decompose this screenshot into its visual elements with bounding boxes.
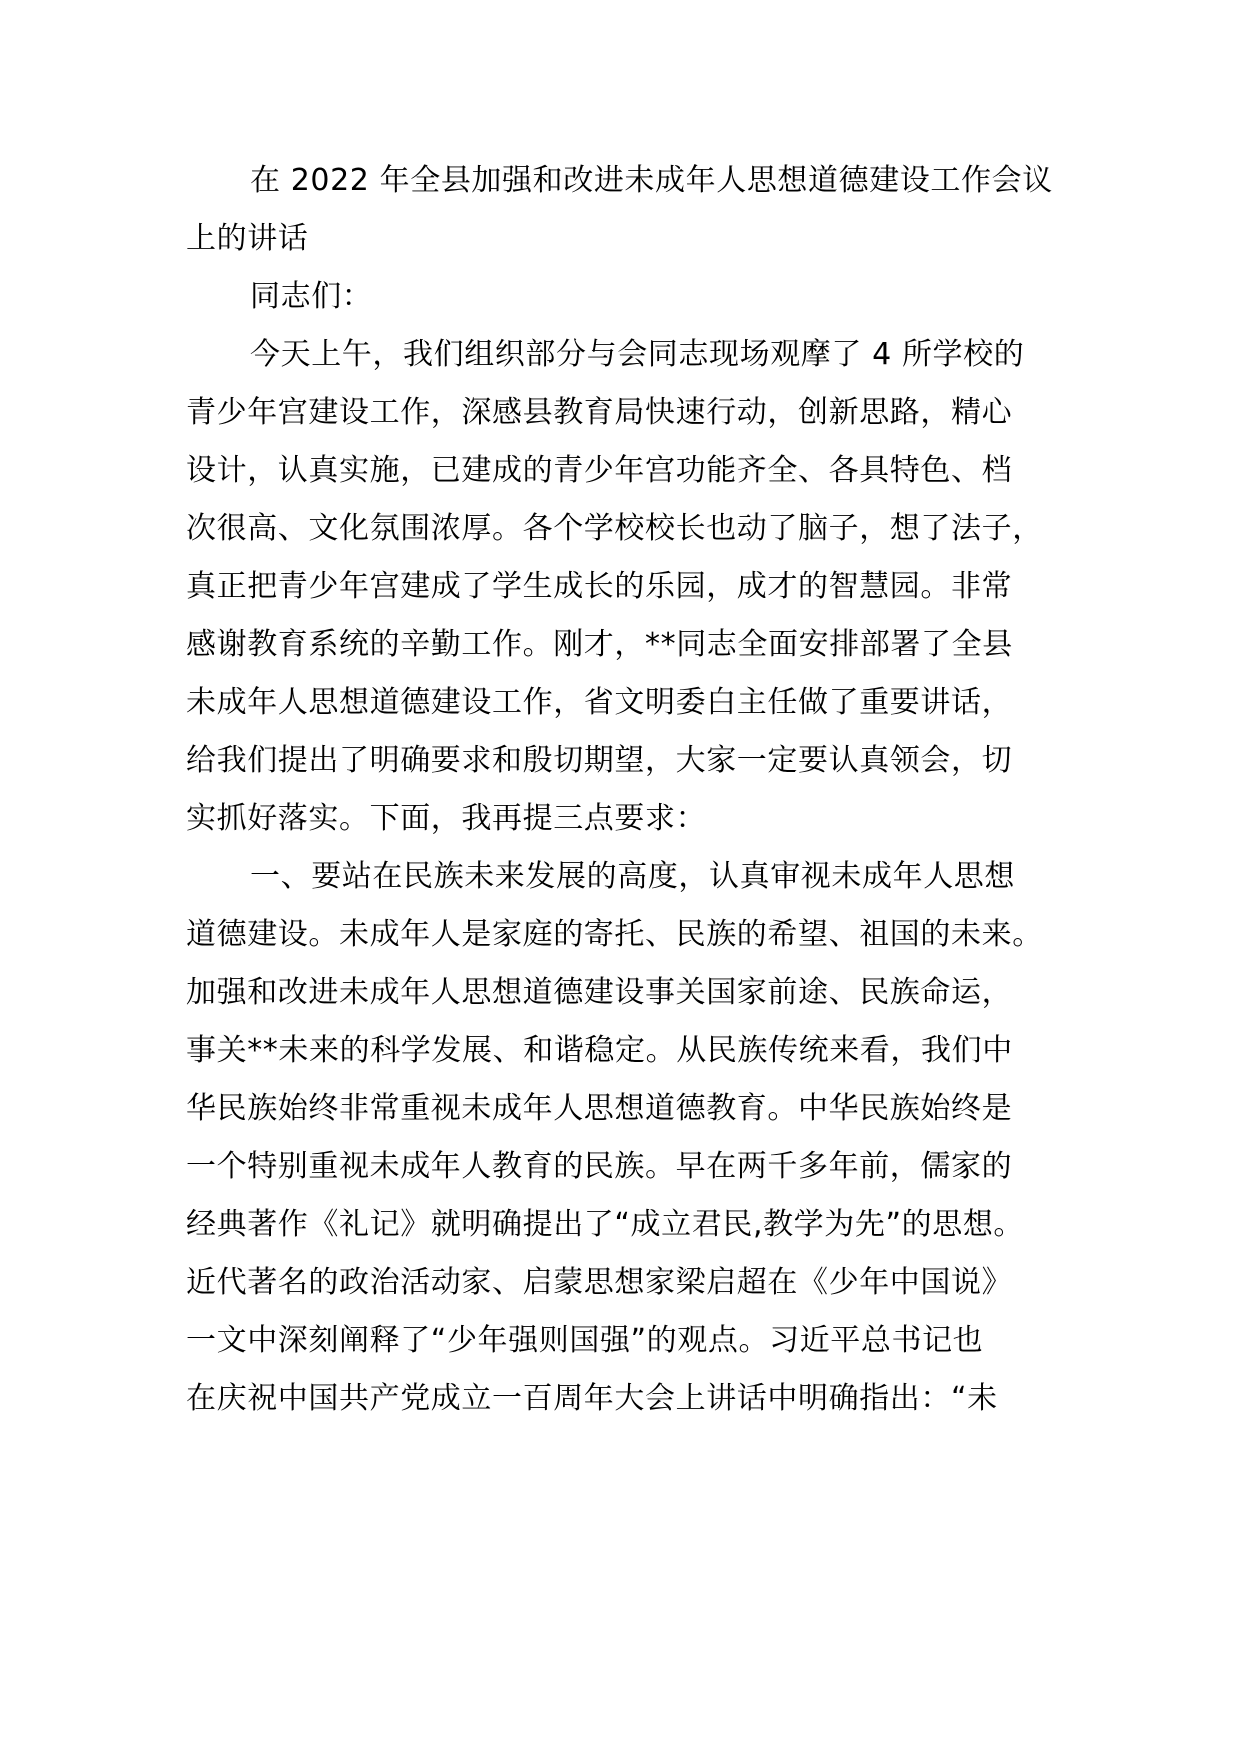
paragraph2-line-8: 近代著名的政治活动家、启蒙思想家梁启超在《少年中国说》 [186, 1265, 1013, 1300]
paragraph1-line-5: 真正把青少年宫建成了学生成长的乐园，成才的智慧园。非常 [186, 569, 1013, 604]
paragraph2-line-10: 在庆祝中国共产党成立一百周年大会上讲话中明确指出：“未 [186, 1381, 998, 1416]
paragraph2-line-3: 加强和改进未成年人思想道德建设事关国家前途、民族命运， [186, 975, 1013, 1010]
paragraph2-line-1: 一、要站在民族未来发展的高度，认真审视未成年人思想 [250, 859, 1015, 894]
paragraph2-line-4: 事关**未来的科学发展、和谐稳定。从民族传统来看，我们中 [186, 1033, 1013, 1068]
paragraph1-line-4: 次很高、文化氛围浓厚。各个学校校长也动了脑子，想了法子， [186, 511, 1043, 546]
paragraph2-line-5: 华民族始终非常重视未成年人思想道德教育。中华民族始终是 [186, 1091, 1013, 1126]
title-line-2: 上的讲话 [186, 221, 309, 256]
paragraph2-line-7: 经典著作《礼记》就明确提出了“成立君民,教学为先”的思想。 [186, 1207, 1025, 1242]
paragraph1-line-8: 给我们提出了明确要求和殷切期望，大家一定要认真领会，切 [186, 743, 1013, 778]
paragraph1-line-2: 青少年宫建设工作，深感县教育局快速行动，创新思路，精心 [186, 395, 1013, 430]
paragraph2-line-9: 一文中深刻阐释了“少年强则国强”的观点。习近平总书记也 [186, 1323, 984, 1358]
paragraph1-line-1: 今天上午，我们组织部分与会同志现场观摩了 4 所学校的 [250, 337, 1025, 372]
paragraph1-line-6: 感谢教育系统的辛勤工作。刚才，**同志全面安排部署了全县 [186, 627, 1013, 662]
greeting: 同志们： [250, 279, 373, 314]
title-line-1: 在 2022 年全县加强和改进未成年人思想道德建设工作会议 [250, 163, 1053, 198]
paragraph2-line-2: 道德建设。未成年人是家庭的寄托、民族的希望、祖国的未来。 [186, 917, 1043, 952]
paragraph1-line-9: 实抓好落实。下面，我再提三点要求： [186, 801, 707, 836]
paragraph2-line-6: 一个特别重视未成年人教育的民族。早在两千多年前，儒家的 [186, 1149, 1013, 1184]
paragraph1-line-3: 设计，认真实施，已建成的青少年宫功能齐全、各具特色、档 [186, 453, 1013, 488]
paragraph1-line-7: 未成年人思想道德建设工作，省文明委白主任做了重要讲话， [186, 685, 1013, 720]
